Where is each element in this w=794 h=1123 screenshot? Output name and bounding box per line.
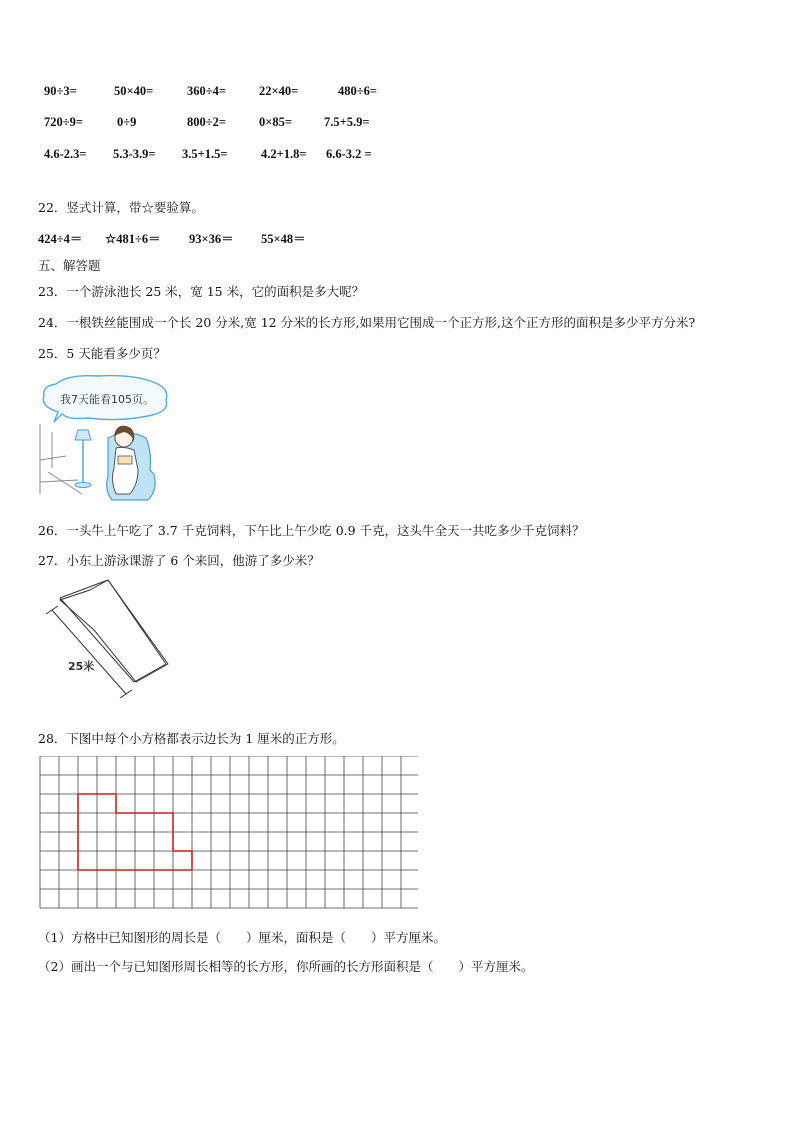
reading-girl-illustration [38, 372, 178, 506]
question-25-title: 25．5 天能看多少页？ [38, 346, 166, 361]
question-23: 23．一个游泳池长 25 米，宽 15 米，它的面积是多大呢？ [38, 284, 365, 299]
question-28-title: 28．下图中每个小方格都表示边长为 1 厘米的正方形。 [38, 731, 345, 746]
calc-item: 5.3-3.9= [113, 147, 156, 161]
vertical-calc-item: 424÷4＝ [38, 232, 83, 246]
bubble-text: 我7天能看105页。 [60, 393, 154, 406]
calc-item: 720÷9= [44, 115, 83, 129]
calc-item: 50×40= [114, 84, 154, 98]
calc-item: 0×85= [259, 115, 292, 129]
calc-item: 3.5+1.5= [182, 147, 228, 161]
calc-item: 7.5+5.9= [324, 115, 370, 129]
calc-item: 22×40= [259, 84, 299, 98]
vertical-calc-item: 93×36＝ [189, 232, 234, 246]
question-28-part-1: （1）方格中已知图形的周长是（ ）厘米，面积是（ ）平方厘米。 [38, 930, 446, 945]
section-heading: 五、解答题 [38, 258, 101, 273]
calc-item: 0÷9 [117, 115, 137, 129]
calc-item: 90÷3= [44, 84, 77, 98]
square-grid [38, 756, 418, 910]
calc-item: 4.6-2.3= [44, 147, 87, 161]
calc-item: 4.2+1.8= [261, 147, 307, 161]
calc-item: 480÷6= [338, 84, 377, 98]
question-24: 24．一根铁丝能围成一个长 20 分米,宽 12 分米的长方形,如果用它围成一个正方形,这个正方形的面积是多少平方分米? [38, 315, 696, 330]
calc-item: 360÷4= [187, 84, 226, 98]
question-27-title: 27．小东上游泳课游了 6 个来回，他游了多少米？ [38, 553, 320, 568]
question-22-title: 22．竖式计算，带☆要验算。 [38, 200, 204, 215]
calc-item: 800÷2= [187, 115, 226, 129]
pool-length-label: 25米 [68, 660, 95, 673]
swimming-pool-diagram [38, 578, 178, 708]
vertical-calc-item: ☆481÷6＝ [105, 232, 161, 246]
calc-item: 6.6-3.2 = [326, 147, 372, 161]
question-26: 26．一头牛上午吃了 3.7 千克饲料，下午比上午少吃 0.9 千克，这头牛全天一共吃多少千克饲料？ [38, 523, 585, 538]
question-28-part-2: （2）画出一个与已知图形周长相等的长方形，你所画的长方形面积是（ ）平方厘米。 [38, 959, 534, 974]
vertical-calc-item: 55×48＝ [261, 232, 306, 246]
